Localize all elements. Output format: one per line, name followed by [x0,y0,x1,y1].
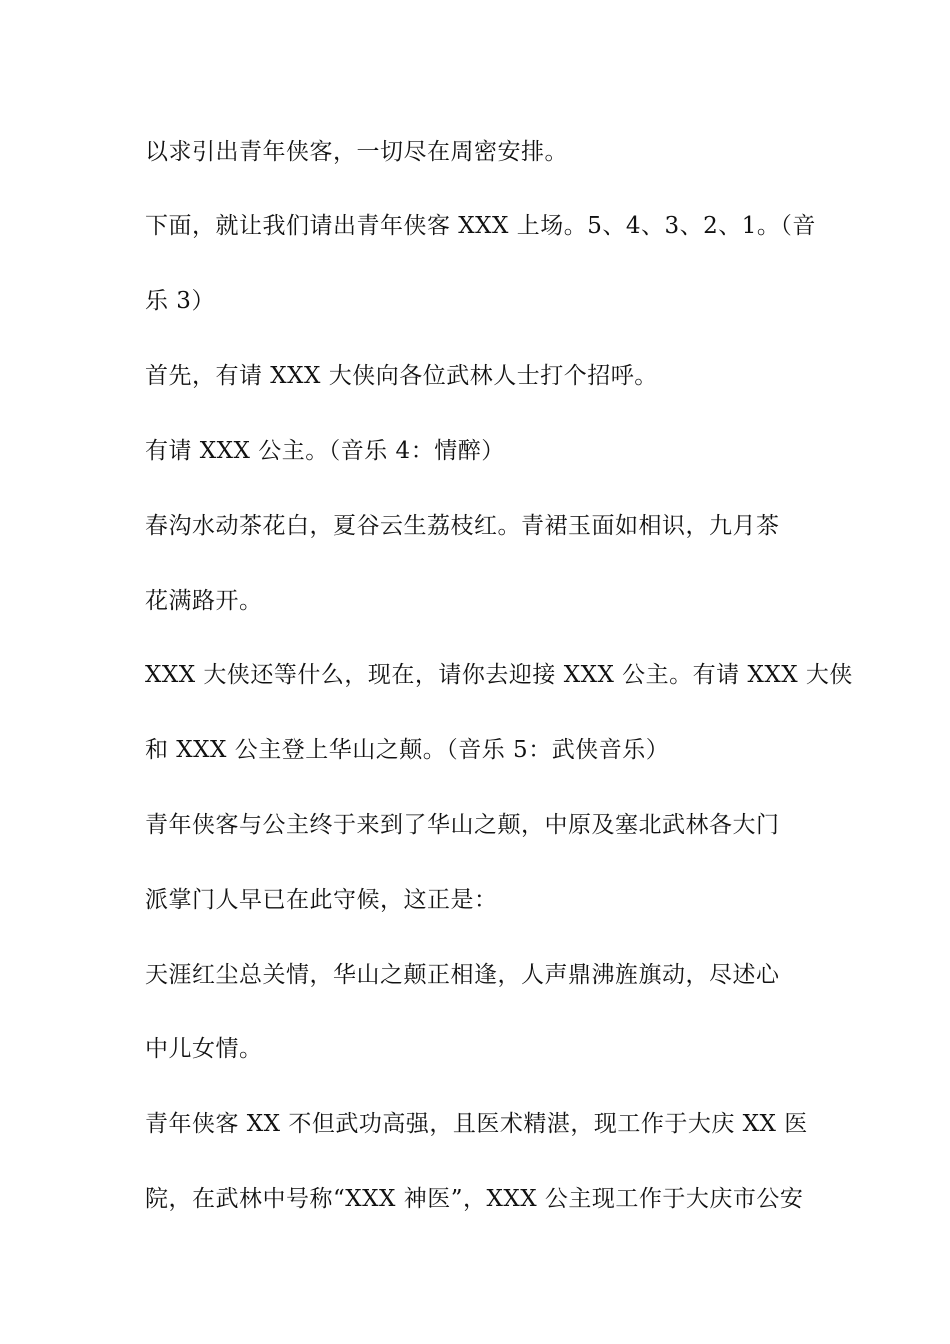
text-line: XXX 大侠还等什么，现在，请你去迎接 XXX 公主。有请 XXX 大侠 [145,662,853,688]
text-line: 派掌门人早已在此守候，这正是： [145,887,498,913]
text-line: 中儿女情。 [145,1036,263,1062]
text-line: 青年侠客 XX 不但武功高强，且医术精湛，现工作于大庆 XX 医 [145,1111,808,1137]
text-line: 有请 XXX 公主。（音乐 4：情醉） [145,438,505,464]
text-line: 乐 3） [145,288,215,314]
text-line: 和 XXX 公主登上华山之颠。（音乐 5：武侠音乐） [145,737,670,763]
text-line: 春沟水动茶花白，夏谷云生荔枝红。青裙玉面如相识，九月茶 [145,513,780,539]
text-line: 青年侠客与公主终于来到了华山之颠，中原及塞北武林各大门 [145,812,780,838]
text-line: 首先，有请 XXX 大侠向各位武林人士打个招呼。 [145,363,658,389]
text-line: 院，在武林中号称“XXX 神医”，XXX 公主现工作于大庆市公安 [145,1186,804,1212]
text-line: 以求引出青年侠客，一切尽在周密安排。 [145,139,568,165]
text-line: 天涯红尘总关情，华山之颠正相逢，人声鼎沸旌旗动，尽述心 [145,962,780,988]
text-line: 下面，就让我们请出青年侠客 XXX 上场。5、4、3、2、1。（音 [145,213,816,239]
text-line: 花满路开。 [145,588,263,614]
